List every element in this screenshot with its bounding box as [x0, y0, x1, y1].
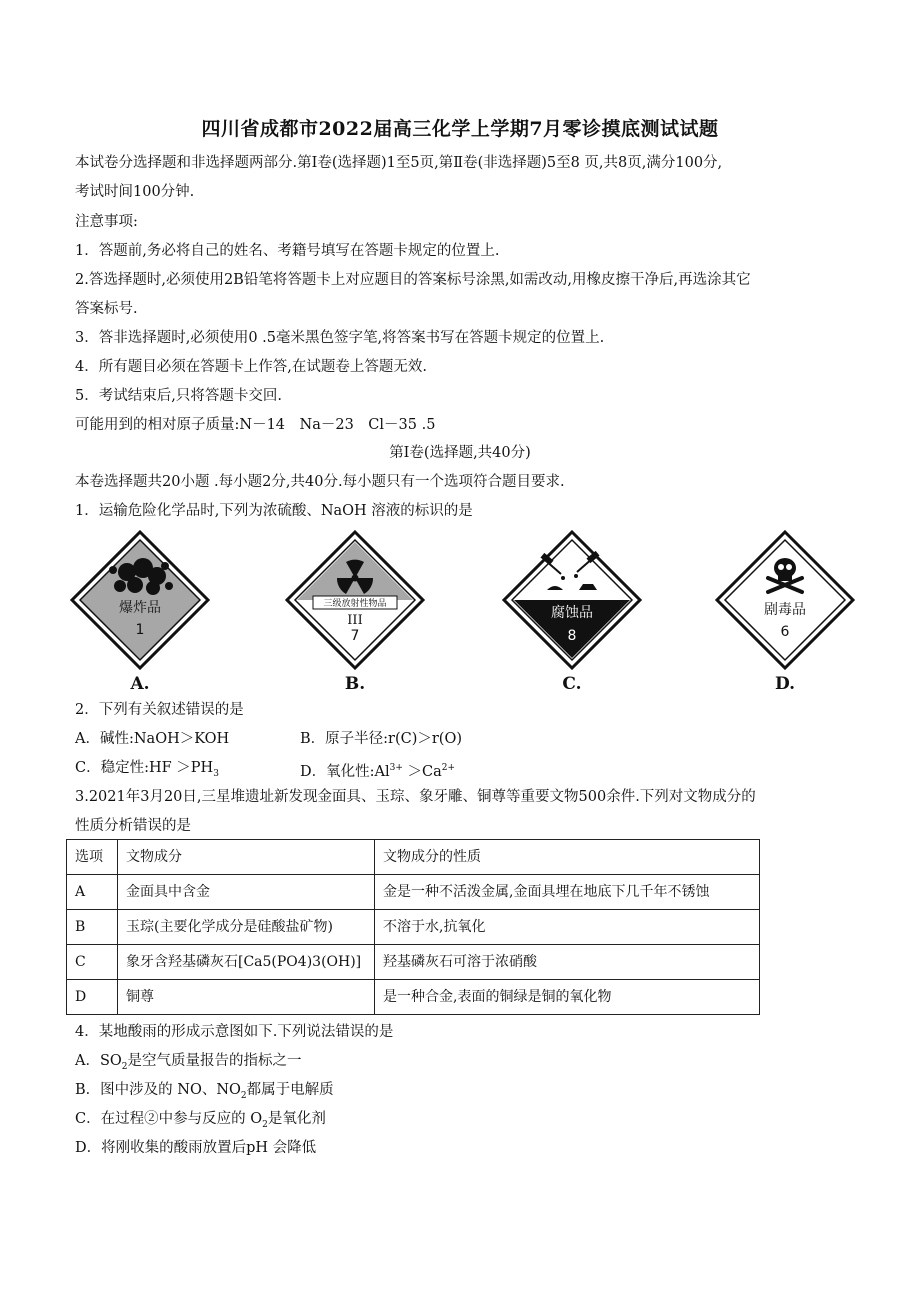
- section-desc: 本卷选择题共20小题 .每小题2分,共40分.每小题只有一个选项符合题目要求.: [75, 474, 565, 490]
- explosive-number: 1: [135, 622, 145, 638]
- row-d-component: 铜尊: [118, 980, 375, 1015]
- q2-option-d-sup2: 2+: [441, 763, 456, 773]
- row-b-option: B: [67, 910, 118, 945]
- table-header-row: [67, 840, 760, 875]
- radioactive-sign-icon: [280, 530, 430, 670]
- q2-option-a: A．碱性:NaOH＞KOH: [75, 731, 230, 747]
- row-c-component: 象牙含羟基磷灰石[Ca5(PO4)3(OH)]: [118, 945, 375, 980]
- radioactive-class: III: [347, 613, 363, 628]
- q4-option-a-text2: 是空气质量报告的指标之一: [127, 1053, 302, 1069]
- option-a-letter: A.: [130, 674, 150, 694]
- corrosive-number: 8: [567, 628, 577, 644]
- header-component: 文物成分: [118, 840, 375, 875]
- row-b-property: 不溶于水,抗氧化: [375, 910, 760, 945]
- row-a-component: 金面具中含金: [118, 875, 375, 910]
- q4-option-b-text2: 都属于电解质: [246, 1082, 334, 1098]
- q4-option-c-text1: C．在过程②中参与反应的 O: [75, 1111, 263, 1127]
- toxic-sign-icon: [710, 530, 860, 670]
- atomic-mass: 可能用到的相对原子质量:N－14 Na－23 Cl－35 .5: [75, 417, 436, 433]
- row-b-component: 玉琮(主要化学成分是硅酸盐矿物): [118, 910, 375, 945]
- q4-option-a: [75, 1051, 302, 1077]
- intro-line-2: 考试时间100分钟.: [75, 184, 195, 200]
- option-c-letter: C.: [562, 674, 582, 694]
- row-c-option: C: [67, 945, 118, 980]
- hazard-option-d[interactable]: [710, 530, 860, 700]
- q3-stem-2: 性质分析错误的是: [75, 818, 191, 834]
- q4-option-c-sub: 2: [262, 1119, 268, 1130]
- toxic-number: 6: [780, 624, 790, 640]
- q2-option-c: [75, 758, 219, 784]
- table-row: [67, 910, 760, 945]
- radioactive-label: 三级放射性物品: [323, 599, 387, 609]
- section-heading: 第Ⅰ卷(选择题,共40分): [389, 445, 531, 461]
- row-a-property: 金是一种不活泼金属,金面具埋在地底下几千年不锈蚀: [375, 875, 760, 910]
- row-d-property: 是一种合金,表面的铜绿是铜的氧化物: [375, 980, 760, 1015]
- q4-option-c: [75, 1109, 326, 1135]
- hazard-option-b[interactable]: [280, 530, 430, 700]
- note-3: 3．答非选择题时,必须使用0 .5毫米黑色签字笔,将答案书写在答题卡规定的位置上.: [75, 330, 605, 346]
- table-row: [67, 980, 760, 1015]
- option-d-letter: D.: [774, 674, 796, 694]
- q2-option-d: [300, 758, 455, 782]
- q2-option-d-mid: ＞Ca: [402, 763, 442, 780]
- note-1: 1．答题前,务必将自己的姓名、考籍号填写在答题卡规定的位置上.: [75, 243, 500, 259]
- row-a-option: A: [67, 875, 118, 910]
- q2-option-d-text: D．氧化性:Al: [300, 763, 390, 780]
- hazard-option-c[interactable]: [497, 530, 647, 700]
- artifact-table: [66, 839, 760, 1015]
- q2-stem: 2．下列有关叙述错误的是: [75, 702, 244, 718]
- row-d-option: D: [67, 980, 118, 1015]
- corrosive-sign-icon: [497, 530, 647, 670]
- corrosive-label: 腐蚀品: [551, 605, 593, 621]
- notes-heading: 注意事项:: [75, 214, 138, 230]
- header-property: 文物成分的性质: [375, 840, 760, 875]
- row-c-property: 羟基磷灰石可溶于浓硝酸: [375, 945, 760, 980]
- explosive-label: 爆炸品: [119, 600, 161, 616]
- explosive-sign-icon: [65, 530, 215, 670]
- option-b-letter: B.: [344, 674, 366, 694]
- table-row: [67, 945, 760, 980]
- q4-option-a-text1: A．SO: [75, 1053, 122, 1069]
- q2-option-d-sup1: 3+: [389, 763, 403, 773]
- header-option: 选项: [67, 840, 118, 875]
- q4-option-c-text2: 是氧化剂: [267, 1111, 326, 1127]
- hazard-option-a[interactable]: [65, 530, 215, 700]
- hazard-signs: [60, 530, 860, 700]
- toxic-label: 剧毒品: [764, 602, 806, 618]
- radioactive-number: 7: [350, 628, 360, 644]
- q4-option-d: D．将刚收集的酸雨放置后pH 会降低: [75, 1140, 317, 1156]
- q2-option-b: B．原子半径:r(C)＞r(O): [300, 731, 463, 747]
- q4-option-b: [75, 1080, 334, 1106]
- page-title: 四川省成都市2022届高三化学上学期7月零诊摸底测试试题: [201, 118, 719, 140]
- table-row: [67, 875, 760, 910]
- note-5: 5．考试结束后,只将答题卡交回.: [75, 388, 282, 404]
- q2-option-c-text: C．稳定性:HF ＞PH: [75, 760, 214, 776]
- note-4: 4．所有题目必须在答题卡上作答,在试题卷上答题无效.: [75, 359, 427, 375]
- q3-stem-1: 3.2021年3月20日,三星堆遗址新发现金面具、玉琮、象牙雕、铜尊等重要文物500余件.下列对文物成分的: [75, 789, 756, 805]
- q4-option-b-text1: B．图中涉及的 NO、NO: [75, 1082, 241, 1098]
- q4-option-a-sub: 2: [121, 1061, 128, 1072]
- q1-stem: 1．运输危险化学品时,下列为浓硫酸、NaOH 溶液的标识的是: [75, 503, 473, 519]
- intro-line-1: 本试卷分选择题和非选择题两部分.第Ⅰ卷(选择题)1至5页,第Ⅱ卷(非选择题)5至8 页,共8页,满分100分,: [75, 155, 723, 171]
- q4-stem: 4．某地酸雨的形成示意图如下.下列说法错误的是: [75, 1024, 394, 1040]
- q2-option-c-sub: 3: [213, 768, 219, 779]
- note-2a: 2.答选择题时,必须使用2B铅笔将答题卡上对应题目的答案标号涂黑,如需改动,用橡皮擦干净后,再选涂其它: [75, 272, 751, 288]
- note-2b: 答案标号.: [75, 301, 138, 317]
- q4-option-b-sub: 2: [240, 1090, 247, 1101]
